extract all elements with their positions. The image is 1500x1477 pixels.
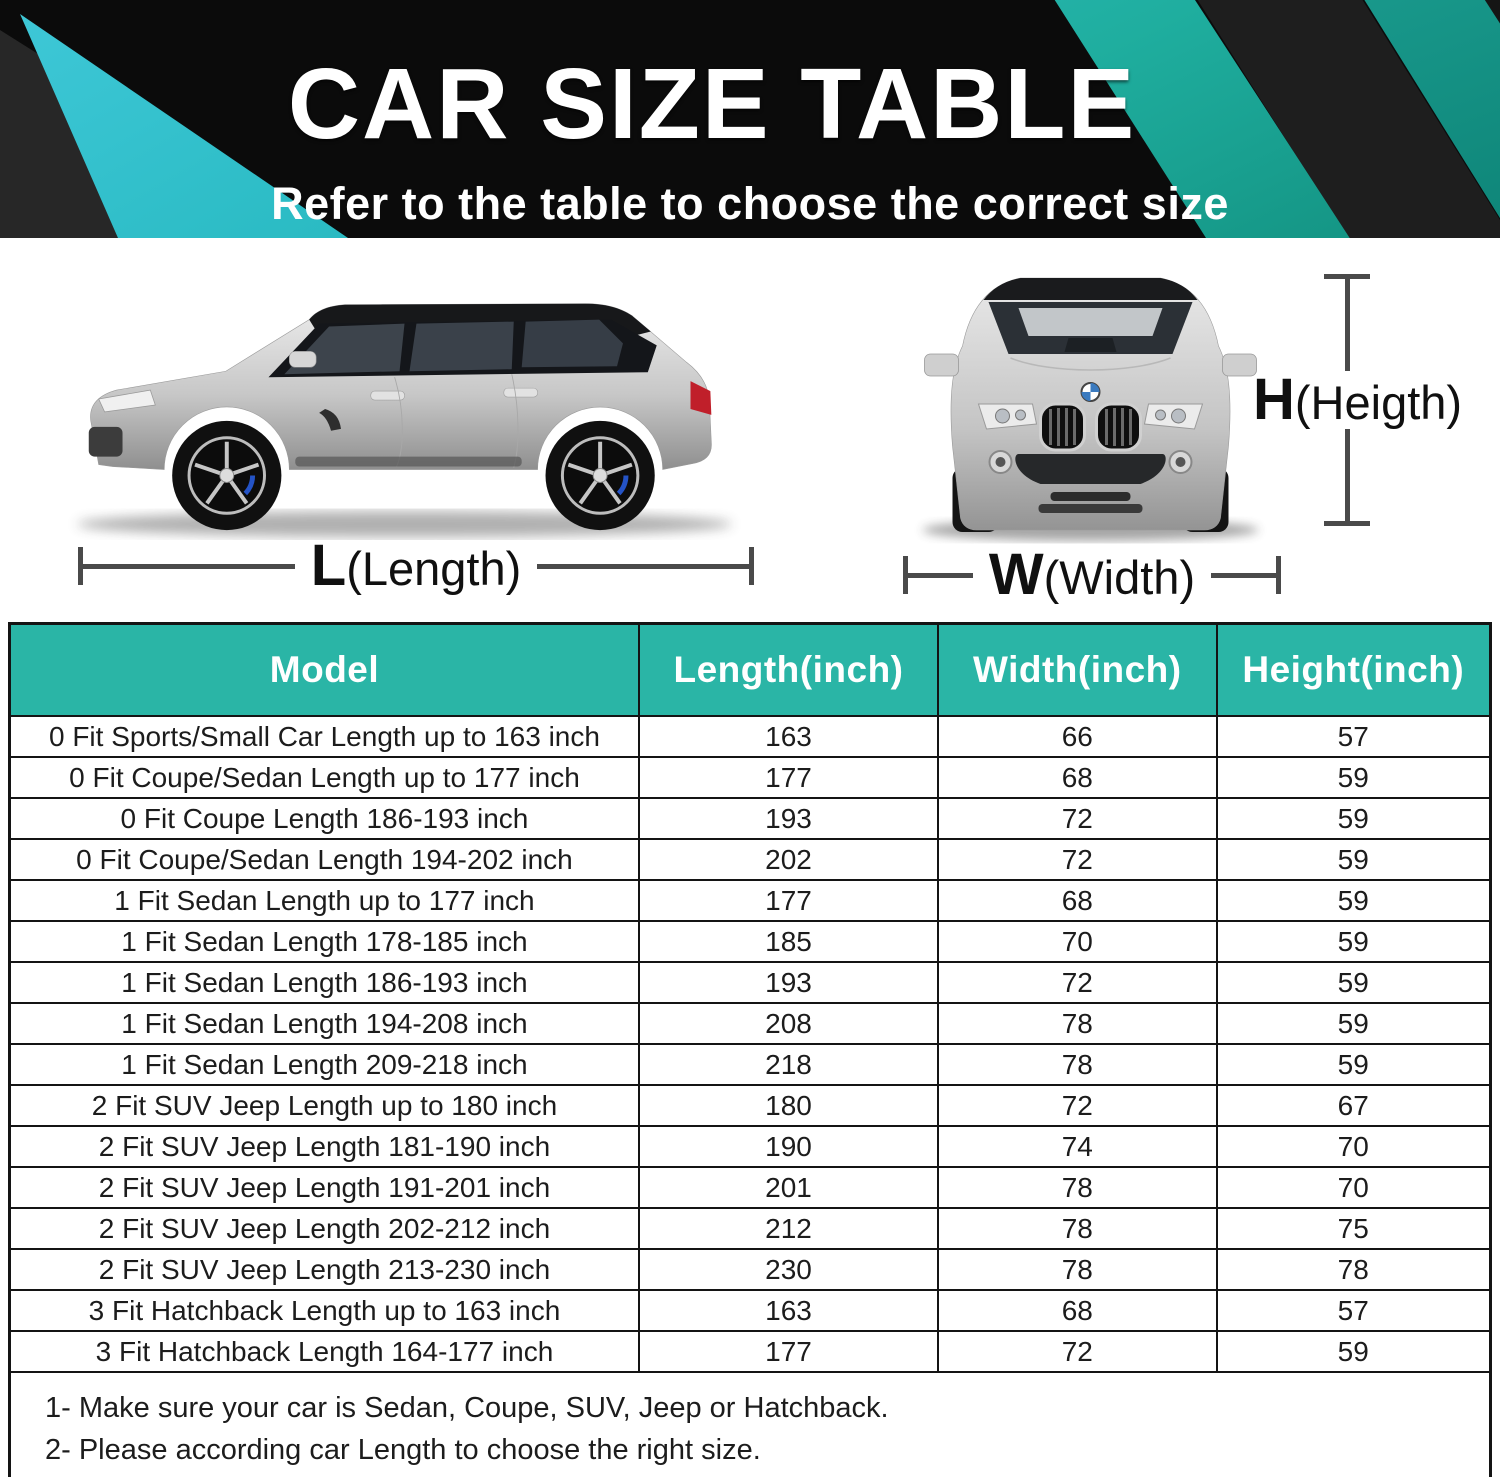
dimension-cell: 163: [639, 1290, 938, 1331]
table-row: [10, 1044, 1491, 1085]
page-title: CAR SIZE TABLE: [287, 48, 1137, 160]
length-label: L(Length): [310, 533, 522, 598]
note-line: 1- Make sure your car is Sedan, Coupe, SUV, Jeep or Hatchback.: [45, 1392, 889, 1424]
table-row: [10, 716, 1491, 757]
dimension-cell: 78: [1217, 1249, 1491, 1290]
dimension-cell: 193: [639, 962, 938, 1003]
model-cell: 3 Fit Hatchback Length 164-177 inch: [10, 1331, 639, 1372]
dimension-cell: 68: [938, 880, 1216, 921]
length-dimension: [78, 533, 754, 598]
model-cell: 0 Fit Sports/Small Car Length up to 163 inch: [10, 716, 639, 757]
banner: [0, 0, 1500, 238]
dimension-cell: 74: [938, 1126, 1216, 1167]
dimension-tick: [749, 547, 754, 585]
dimension-cell: 57: [1217, 716, 1491, 757]
table-row: [10, 757, 1491, 798]
dimension-cell: 201: [639, 1167, 938, 1208]
size-table-header: [10, 624, 1491, 717]
width-dimension: [903, 542, 1281, 607]
model-cell: 3 Fit Hatchback Length up to 163 inch: [10, 1290, 639, 1331]
width-label: W(Width): [988, 542, 1196, 607]
height-label: H(Heigth): [1253, 367, 1463, 432]
car-front-view-image: [898, 246, 1283, 546]
dimension-cell: 59: [1217, 880, 1491, 921]
dimension-line: [83, 564, 295, 569]
model-cell: 0 Fit Coupe/Sedan Length up to 177 inch: [10, 757, 639, 798]
model-cell: 2 Fit SUV Jeep Length 181-190 inch: [10, 1126, 639, 1167]
dimension-cell: 70: [1217, 1126, 1491, 1167]
dimension-cell: 59: [1217, 1331, 1491, 1372]
dimension-cell: 208: [639, 1003, 938, 1044]
dimension-cell: 78: [938, 1044, 1216, 1085]
col-header-width: Width(inch): [938, 624, 1216, 717]
table-row: [10, 921, 1491, 962]
model-cell: 1 Fit Sedan Length 194-208 inch: [10, 1003, 639, 1044]
dimension-cell: 66: [938, 716, 1216, 757]
dimension-cell: 177: [639, 880, 938, 921]
dimension-cell: 59: [1217, 839, 1491, 880]
dimension-cell: 193: [639, 798, 938, 839]
dimension-cell: 70: [938, 921, 1216, 962]
dimension-cell: 72: [938, 1331, 1216, 1372]
size-table-body: [10, 716, 1491, 1372]
dimension-tick: [1324, 521, 1370, 526]
table-row: [10, 1085, 1491, 1126]
dimension-cell: 68: [938, 1290, 1216, 1331]
dimension-cell: 218: [639, 1044, 938, 1085]
dimension-cell: 75: [1217, 1208, 1491, 1249]
size-table: [8, 622, 1492, 1477]
model-cell: 1 Fit Sedan Length 209-218 inch: [10, 1044, 639, 1085]
dimension-line: [1345, 279, 1350, 371]
dimension-line: [1345, 429, 1350, 521]
table-row: [10, 1003, 1491, 1044]
notes-cell: [10, 1372, 1491, 1477]
dimension-cell: 78: [938, 1167, 1216, 1208]
model-cell: 1 Fit Sedan Length 178-185 inch: [10, 921, 639, 962]
dimension-cell: 202: [639, 839, 938, 880]
table-row: [10, 1126, 1491, 1167]
dimension-cell: 185: [639, 921, 938, 962]
dimension-line: [1211, 573, 1276, 578]
size-table-footer: [10, 1372, 1491, 1477]
table-row: [10, 1249, 1491, 1290]
page-subtitle: Refer to the table to choose the correct size: [271, 178, 1229, 229]
model-cell: 1 Fit Sedan Length up to 177 inch: [10, 880, 639, 921]
dimension-cell: 59: [1217, 921, 1491, 962]
dimension-cell: 78: [938, 1003, 1216, 1044]
dimension-cell: 190: [639, 1126, 938, 1167]
dimension-cell: 59: [1217, 962, 1491, 1003]
dimension-line: [908, 573, 973, 578]
height-dimension: [1253, 274, 1463, 526]
size-table-section: [0, 622, 1500, 1477]
col-header-height: Height(inch): [1217, 624, 1491, 717]
dimension-cell: 180: [639, 1085, 938, 1126]
dimension-cell: 67: [1217, 1085, 1491, 1126]
table-row: [10, 1167, 1491, 1208]
dimension-cell: 57: [1217, 1290, 1491, 1331]
dimension-cell: 72: [938, 962, 1216, 1003]
dimension-cell: 70: [1217, 1167, 1491, 1208]
table-row: [10, 1290, 1491, 1331]
dimension-cell: 59: [1217, 757, 1491, 798]
model-cell: 0 Fit Coupe/Sedan Length 194-202 inch: [10, 839, 639, 880]
dimension-cell: 163: [639, 716, 938, 757]
dimension-tick: [1276, 556, 1281, 594]
table-row: [10, 798, 1491, 839]
model-cell: 2 Fit SUV Jeep Length 202-212 inch: [10, 1208, 639, 1249]
dimension-cell: 59: [1217, 798, 1491, 839]
dimension-cell: 72: [938, 798, 1216, 839]
dimension-cell: 177: [639, 757, 938, 798]
model-cell: 0 Fit Coupe Length 186-193 inch: [10, 798, 639, 839]
dimension-cell: 230: [639, 1249, 938, 1290]
model-cell: 2 Fit SUV Jeep Length 191-201 inch: [10, 1167, 639, 1208]
model-cell: 2 Fit SUV Jeep Length up to 180 inch: [10, 1085, 639, 1126]
table-row: [10, 839, 1491, 880]
dimension-cell: 78: [938, 1208, 1216, 1249]
model-cell: 2 Fit SUV Jeep Length 213-230 inch: [10, 1249, 639, 1290]
table-row: [10, 1208, 1491, 1249]
dimension-cell: 72: [938, 1085, 1216, 1126]
car-diagram: [0, 238, 1500, 622]
dimension-cell: 68: [938, 757, 1216, 798]
dimension-cell: 59: [1217, 1044, 1491, 1085]
dimension-cell: 78: [938, 1249, 1216, 1290]
dimension-line: [537, 564, 749, 569]
dimension-cell: 59: [1217, 1003, 1491, 1044]
model-cell: 1 Fit Sedan Length 186-193 inch: [10, 962, 639, 1003]
table-row: [10, 1331, 1491, 1372]
table-row: [10, 880, 1491, 921]
note-line: 2- Please according car Length to choose the right size.: [45, 1434, 761, 1466]
col-header-model: Model: [10, 624, 639, 717]
car-side-view-image: [55, 260, 760, 548]
dimension-cell: 177: [639, 1331, 938, 1372]
table-row: [10, 962, 1491, 1003]
dimension-cell: 212: [639, 1208, 938, 1249]
dimension-cell: 72: [938, 839, 1216, 880]
col-header-length: Length(inch): [639, 624, 938, 717]
